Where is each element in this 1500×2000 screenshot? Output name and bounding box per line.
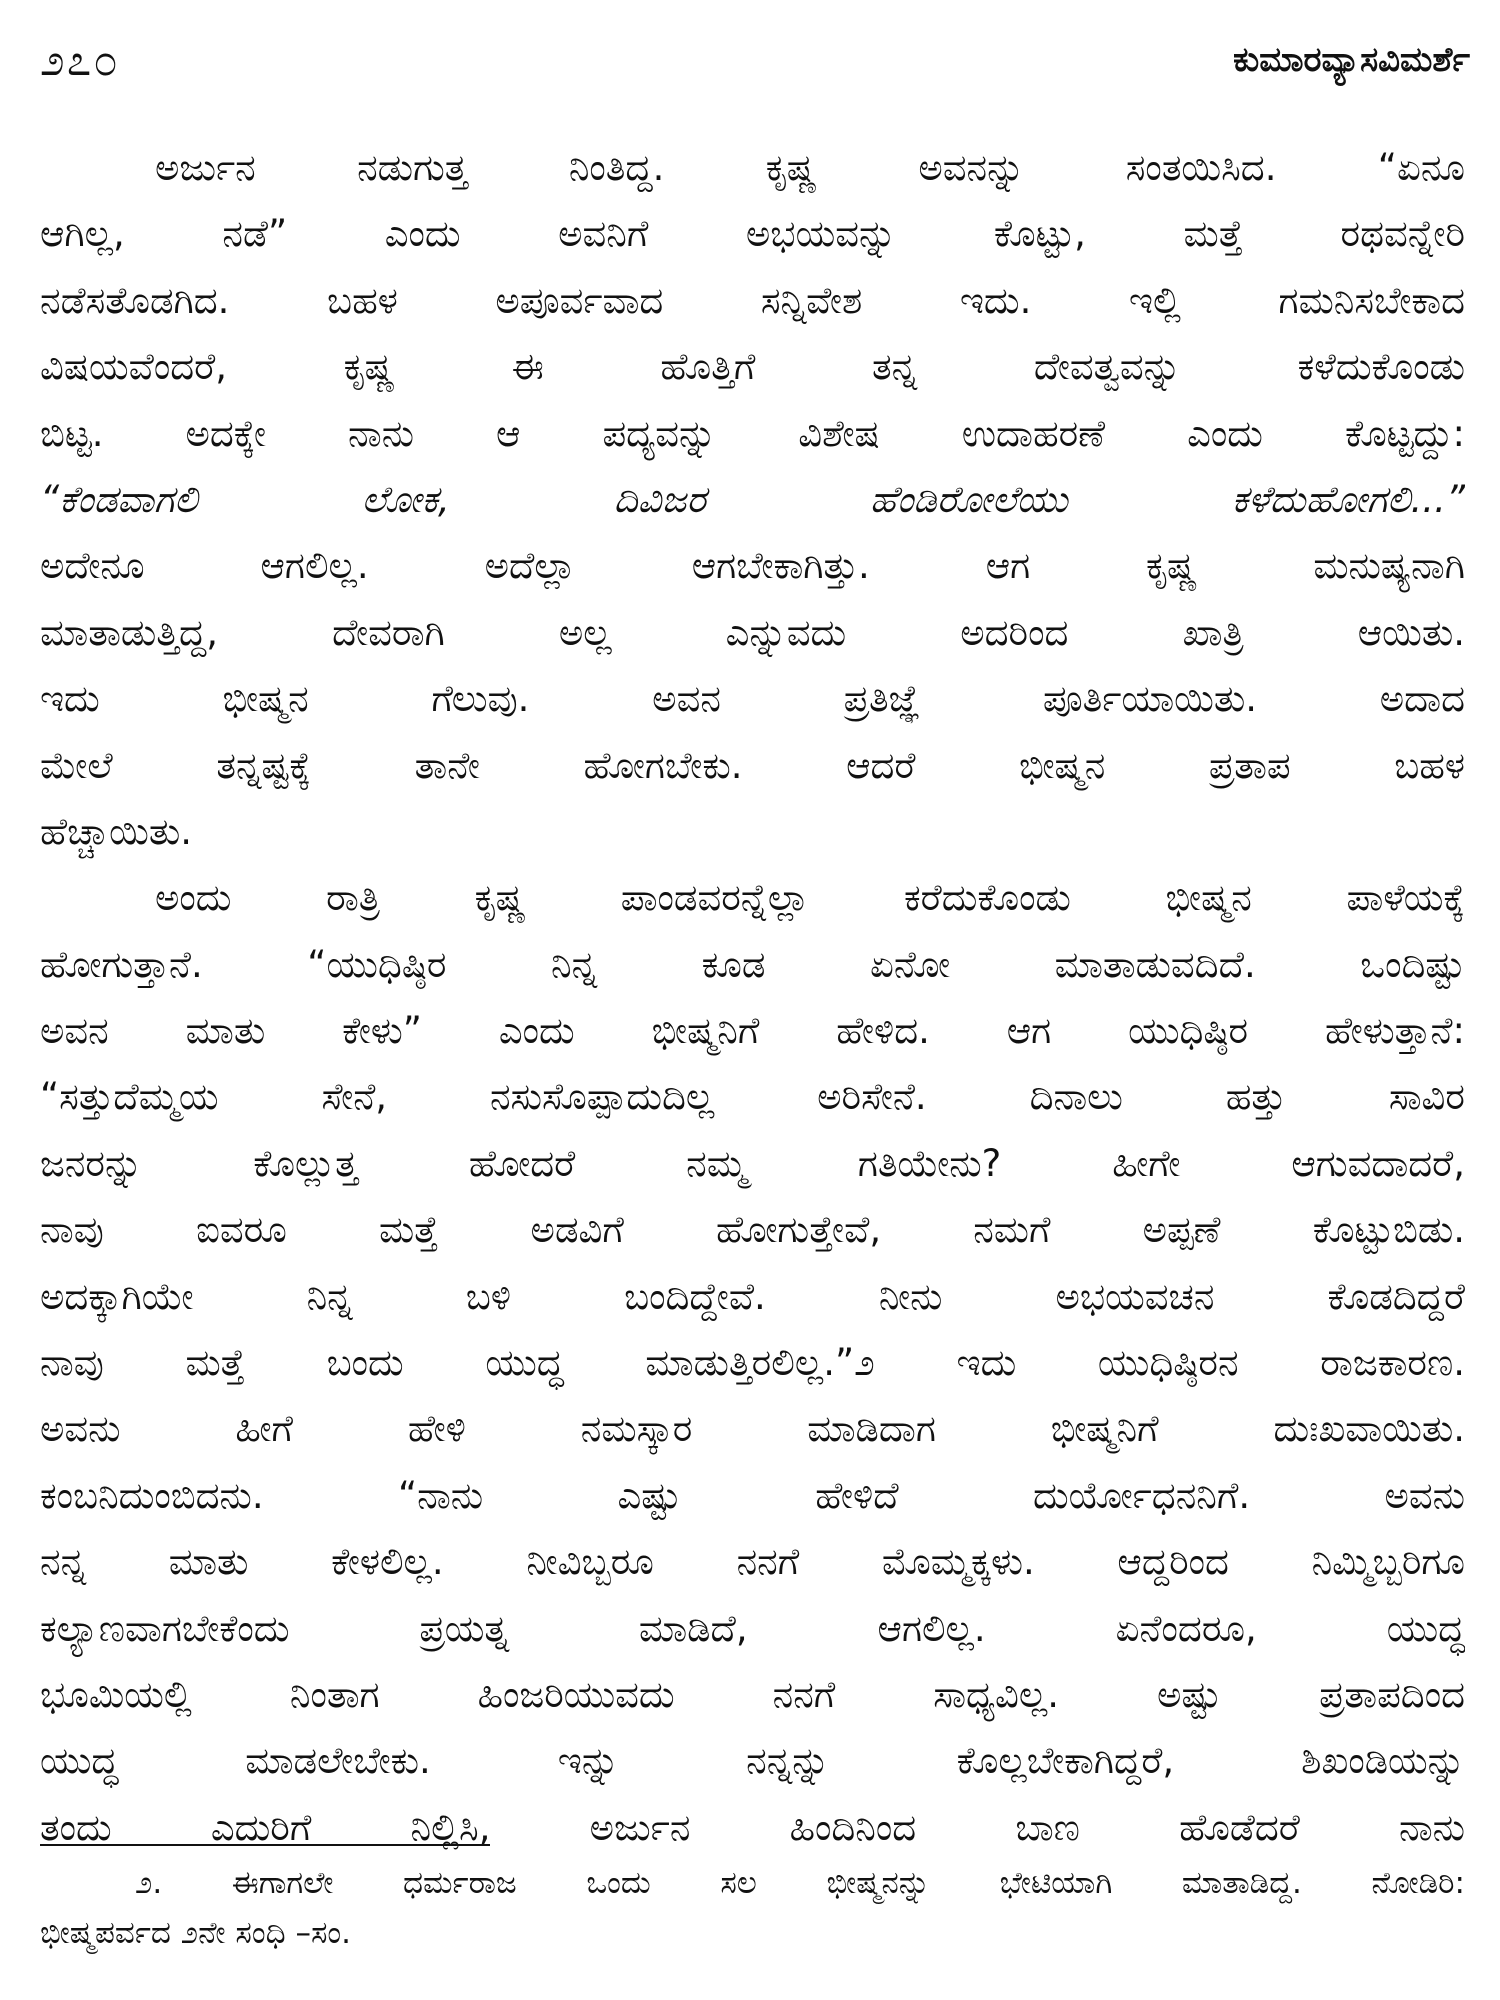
text-line: “ಸತ್ತುದೆಮ್ಮಯ ಸೇನೆ, ನಸುಸೊಪ್ಪಾದುದಿಲ್ಲ ಅರಿಸೇನೆ. ದಿನಾಲು ಹತ್ತು ಸಾವಿರ — [40, 1075, 1465, 1119]
text-line: ಅದೇನೂ ಆಗಲಿಲ್ಲ. ಅದೆಲ್ಲಾ ಆಗಬೇಕಾಗಿತ್ತು. ಆಗ ಕೃಷ್ಣ ಮನುಷ್ಯನಾಗಿ — [40, 544, 1465, 588]
text-line: ಅದಕ್ಕಾಗಿಯೇ ನಿನ್ನ ಬಳಿ ಬಂದಿದ್ದೇವೆ. ನೀನು ಅಭಯವಚನ ಕೊಡದಿದ್ದರೆ — [40, 1274, 1465, 1318]
text-line: ಅವನ ಮಾತು ಕೇಳು” ಎಂದು ಭೀಷ್ಮನಿಗೆ ಹೇಳಿದ. ಆಗ ಯುಧಿಷ್ಠಿರ ಹೇಳುತ್ತಾನೆ: — [40, 1009, 1465, 1053]
text-line: ಕಲ್ಯಾಣವಾಗಬೇಕೆಂದು ಪ್ರಯತ್ನ ಮಾಡಿದೆ, ಆಗಲಿಲ್ಲ. ಏನೆಂದರೂ, ಯುದ್ಧ — [40, 1606, 1465, 1650]
text-line: ನನ್ನ ಮಾತು ಕೇಳಲಿಲ್ಲ. ನೀವಿಬ್ಬರೂ ನನಗೆ ಮೊಮ್ಮಕ್ಕಳು. ಆದ್ದರಿಂದ ನಿಮ್ಮಿಬ್ಬರಿಗೂ — [40, 1540, 1465, 1584]
text-line: ಬಿಟ್ಟ. ಅದಕ್ಕೇ ನಾನು ಆ ಪದ್ಯವನ್ನು ವಿಶೇಷ ಉದಾಹರಣೆ ಎಂದು ಕೊಟ್ಟದ್ದು: — [40, 411, 1465, 455]
text-line: ತಂದು ಎದುರಿಗೆ ನಿಲ್ಲಿಸಿ, ಅರ್ಜುನ ಹಿಂದಿನಿಂದ ಬಾಣ ಹೊಡೆದರೆ ನಾನು — [40, 1805, 1465, 1849]
footnote-divider — [40, 1844, 490, 1846]
text-line: ಆಗಿಲ್ಲ, ನಡೆ” ಎಂದು ಅವನಿಗೆ ಅಭಯವನ್ನು ಕೊಟ್ಟು, ಮತ್ತೆ ರಥವನ್ನೇರಿ — [40, 212, 1465, 256]
text-line: ಅರ್ಜುನ ನಡುಗುತ್ತ ನಿಂತಿದ್ದ. ಕೃಷ್ಣ ಅವನನ್ನು ಸಂತಯಿಸಿದ. “ಏನೂ — [155, 146, 1465, 189]
text-line: ಹೆಚ್ಚಾಯಿತು. — [40, 809, 192, 853]
text-line: ಕಂಬನಿದುಂಬಿದನು. “ನಾನು ಎಷ್ಟು ಹೇಳಿದೆ ದುರ್ಯೋಧನನಿಗೆ. ಅವನು — [40, 1473, 1465, 1517]
running-title: ಕುಮಾರವ್ಯಾಸವಿಮರ್ಶೆ — [1233, 40, 1470, 80]
body-text — [40, 135, 1465, 1861]
text-line: ಅಂದು ರಾತ್ರಿ ಕೃಷ್ಣ ಪಾಂಡವರನ್ನೆಲ್ಲಾ ಕರೆದುಕೊಂಡು ಭೀಷ್ಮನ ಪಾಳೆಯಕ್ಕೆ — [155, 876, 1465, 920]
page-header — [40, 30, 1470, 90]
footnote-line: ಭೀಷ್ಮಪರ್ವದ ೨ನೇ ಸಂಧಿ –ಸಂ. — [40, 1915, 352, 1951]
text-line: ಹೋಗುತ್ತಾನೆ. “ಯುಧಿಷ್ಠಿರ ನಿನ್ನ ಕೂಡ ಏನೋ ಮಾತಾಡುವದಿದೆ. ಒಂದಿಷ್ಟು — [40, 942, 1465, 986]
footnote-line: ೨. ಈಗಾಗಲೇ ಧರ್ಮರಾಜ ಒಂದು ಸಲ ಭೀಷ್ಮನನ್ನು ಭೇಟಿಯಾಗಿ ಮಾತಾಡಿದ್ದ. ನೋಡಿರಿ: — [135, 1865, 1465, 1901]
text-line: ಭೂಮಿಯಲ್ಲಿ ನಿಂತಾಗ ಹಿಂಜರಿಯುವದು ನನಗೆ ಸಾಧ್ಯವಿಲ್ಲ. ಅಷ್ಟು ಪ್ರತಾಪದಿಂದ — [40, 1672, 1465, 1716]
footnote — [40, 1858, 1465, 1958]
text-line: ಇದು ಭೀಷ್ಮನ ಗೆಲುವು. ಅವನ ಪ್ರತಿಜ್ಞೆ ಪೂರ್ತಿಯಾಯಿತು. ಅದಾದ — [40, 677, 1465, 721]
text-line: ಮಾತಾಡುತ್ತಿದ್ದ, ದೇವರಾಗಿ ಅಲ್ಲ ಎನ್ನುವದು ಅದರಿಂದ ಖಾತ್ರಿ ಆಯಿತು. — [40, 610, 1465, 654]
quoted-verse-line: “ಕೆಂಡವಾಗಲಿ ಲೋಕ, ದಿವಿಜರ ಹೆಂಡಿರೋಲೆಯು ಕಳೆದುಹೋಗಲಿ...” — [40, 477, 1465, 521]
text-line: ಅವನು ಹೀಗೆ ಹೇಳಿ ನಮಸ್ಕಾರ ಮಾಡಿದಾಗ ಭೀಷ್ಮನಿಗೆ ದುಃಖವಾಯಿತು. — [40, 1407, 1465, 1451]
text-line: ನಡೆಸತೊಡಗಿದ. ಬಹಳ ಅಪೂರ್ವವಾದ ಸನ್ನಿವೇಶ ಇದು. ಇಲ್ಲಿ ಗಮನಿಸಬೇಕಾದ — [40, 278, 1465, 322]
text-line: ನಾವು ಮತ್ತೆ ಬಂದು ಯುದ್ಧ ಮಾಡುತ್ತಿರಲಿಲ್ಲ.”೨ ಇದು ಯುಧಿಷ್ಠಿರನ ರಾಜಕಾರಣ. — [40, 1341, 1465, 1385]
text-line: ಜನರನ್ನು ಕೊಲ್ಲುತ್ತ ಹೋದರೆ ನಮ್ಮ ಗತಿಯೇನು? ಹೀಗೇ ಆಗುವದಾದರೆ, — [40, 1141, 1465, 1185]
text-line: ನಾವು ಐವರೂ ಮತ್ತೆ ಅಡವಿಗೆ ಹೋಗುತ್ತೇವೆ, ನಮಗೆ ಅಪ್ಪಣೆ ಕೊಟ್ಟುಬಿಡು. — [40, 1208, 1465, 1252]
page-number: ೨೭೦ — [40, 34, 120, 86]
text-line: ಮೇಲೆ ತನ್ನಷ್ಟಕ್ಕೆ ತಾನೇ ಹೋಗಬೇಕು. ಆದರೆ ಭೀಷ್ಮನ ಪ್ರತಾಪ ಬಹಳ — [40, 743, 1465, 787]
text-line: ವಿಷಯವೆಂದರೆ, ಕೃಷ್ಣ ಈ ಹೊತ್ತಿಗೆ ತನ್ನ ದೇವತ್ವವನ್ನು ಕಳೆದುಕೊಂಡು — [40, 345, 1465, 389]
text-line: ಯುದ್ಧ ಮಾಡಲೇಬೇಕು. ಇನ್ನು ನನ್ನನ್ನು ಕೊಲ್ಲಬೇಕಾಗಿದ್ದರೆ, ಶಿಖಂಡಿಯನ್ನು — [40, 1739, 1465, 1783]
